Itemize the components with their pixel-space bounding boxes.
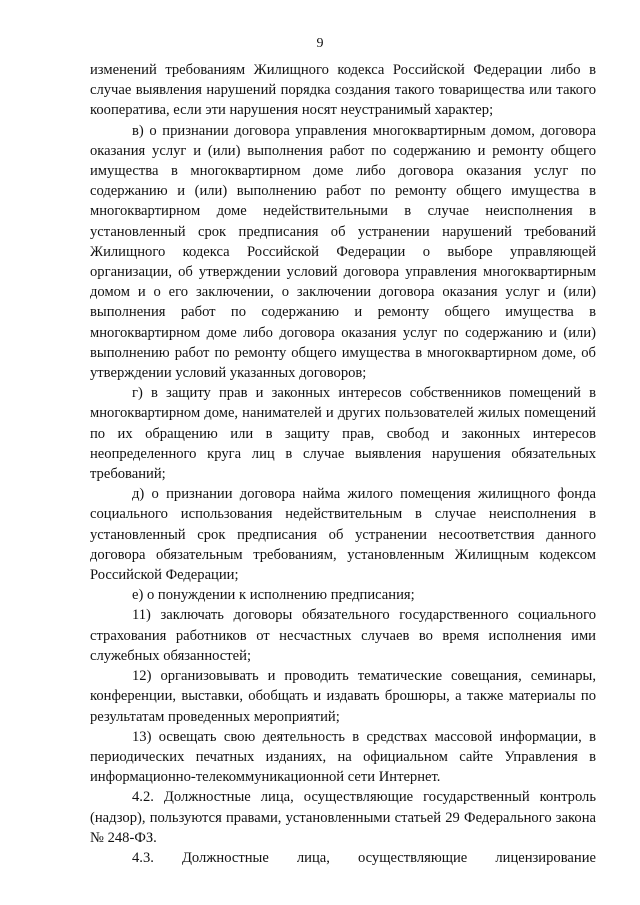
paragraph-section-4-2: 4.2. Должностные лица, осуществляющие государственный контроль (надзор), пользуются правами, установленными статьей 29 Федерального закона № 248-ФЗ. [90, 789, 596, 846]
paragraph-item-d: д) о признании договора найма жилого помещения жилищного фонда социального использования недействительным в случае неисполнения в установленный срок предписания об устранении несоответствия данного договора обязательным требованиям, установленным Жилищным кодексом Российской Федерации; [90, 486, 596, 584]
paragraph-continuation: изменений требованиям Жилищного кодекса Российской Федерации либо в случае выявления нарушений порядка создания такого товарищества или такого кооператива, если эти нарушения носят неустранимый характер; [90, 62, 596, 119]
paragraph-item-g: г) в защиту прав и законных интересов собственников помещений в многоквартирном доме, нанимателей и других пользователей жилых помещений по их обращению или в защиту прав, свобод и законных интересов неопределенного круга лиц в случае выявления нарушения обязательных требований; [90, 385, 596, 483]
paragraph-item-13: 13) освещать свою деятельность в средствах массовой информации, в периодических печатных изданиях, на официальном сайте Управления в информационно-телекоммуникационной сети Интернет. [90, 728, 596, 786]
paragraph-item-e: е) о понуждении к исполнению предписания; [132, 587, 415, 604]
paragraph-item-v: в) о признании договора управления многоквартирным домом, договора оказания услуг и (или) выполнения работ по содержанию и ремонту общего имущества в многоквартирном доме либо договора оказания услуг по содержанию и (или) выполнению работ по ремонту общего имущества в многоквартирном доме недействительными в случае неисполнения в установленный срок предписания об устранении нарушений требований Жилищного кодекса Российской Федерации о выборе управляющей организации, об утверждении условий договора управления многоквартирным домом и о его заключении, о заключении договора оказания услуг и (или) выполнения работ по содержанию и ремонту общего имущества в многоквартирном доме либо договора оказания услуг по содержанию и (или) выполнению работ по ремонту общего имущества в многоквартирном доме, об утверждении условий указанных договоров; [90, 122, 596, 382]
paragraph-item-12: 12) организовывать и проводить тематические совещания, семинары, конференции, выставки, обобщать и издавать брошюры, а также материалы по результатам проведенных мероприятий; [90, 668, 596, 725]
document-body [90, 60, 596, 868]
page-number: 9 [316, 36, 324, 51]
paragraph-section-4-3: 4.3. Должностные лица, осуществляющие лицензирование [132, 849, 596, 866]
paragraph-item-11: 11) заключать договоры обязательного государственного социального страхования работников от несчастных случаев во время исполнения ими служебных обязанностей; [90, 607, 596, 664]
